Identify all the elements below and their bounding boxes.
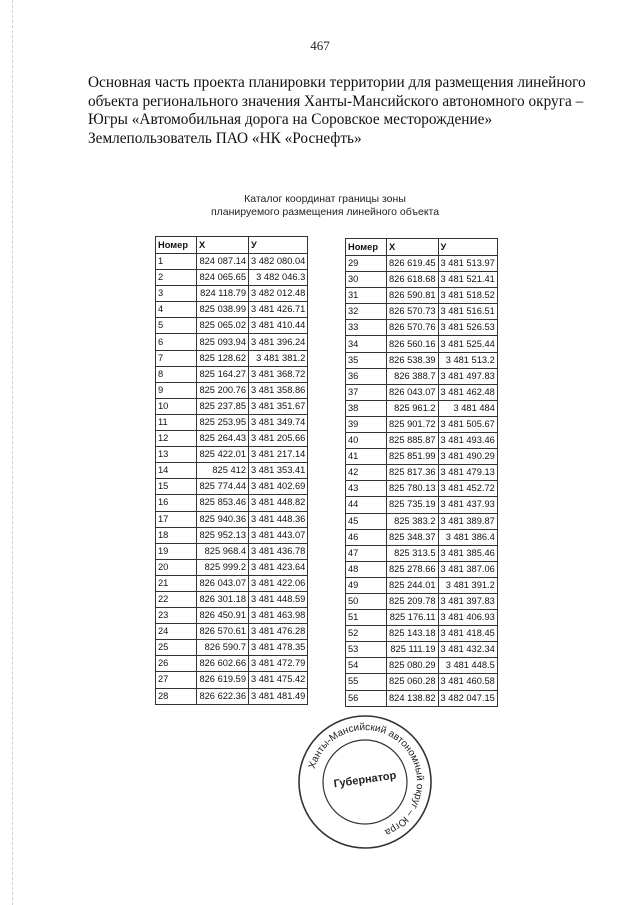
column-header-x: X bbox=[197, 237, 249, 254]
y-coordinate-cell: 3 481 513.2 bbox=[438, 352, 497, 368]
y-coordinate-cell: 3 481 391.2 bbox=[438, 577, 497, 593]
x-coordinate-cell: 825 253.95 bbox=[197, 414, 249, 430]
table-row bbox=[346, 593, 498, 609]
y-coordinate-cell: 3 481 476.28 bbox=[249, 624, 308, 640]
x-coordinate-cell: 824 087.14 bbox=[197, 254, 249, 270]
table-row bbox=[156, 318, 308, 334]
y-coordinate-cell: 3 481 526.53 bbox=[438, 320, 497, 336]
x-coordinate-cell: 825 999.2 bbox=[197, 559, 249, 575]
table-row bbox=[346, 256, 498, 272]
row-number-cell: 4 bbox=[156, 302, 197, 318]
y-coordinate-cell: 3 481 452.72 bbox=[438, 481, 497, 497]
row-number-cell: 48 bbox=[346, 561, 387, 577]
table-row bbox=[346, 352, 498, 368]
y-coordinate-cell: 3 481 418.45 bbox=[438, 626, 497, 642]
y-coordinate-cell: 3 481 521.41 bbox=[438, 272, 497, 288]
catalog-title-line: Каталог координат границы зоны bbox=[244, 193, 406, 205]
row-number-cell: 24 bbox=[156, 624, 197, 640]
x-coordinate-cell: 825 853.46 bbox=[197, 495, 249, 511]
x-coordinate-cell: 826 043.07 bbox=[197, 575, 249, 591]
row-number-cell: 28 bbox=[156, 688, 197, 704]
x-coordinate-cell: 826 301.18 bbox=[197, 591, 249, 607]
table-row bbox=[346, 674, 498, 690]
x-coordinate-cell: 825 313.5 bbox=[387, 545, 439, 561]
page-edge-line bbox=[12, 0, 13, 905]
x-coordinate-cell: 825 038.99 bbox=[197, 302, 249, 318]
table-row bbox=[346, 449, 498, 465]
row-number-cell: 8 bbox=[156, 366, 197, 382]
table-row bbox=[346, 513, 498, 529]
y-coordinate-cell: 3 481 368.72 bbox=[249, 366, 308, 382]
coordinates-table-right bbox=[345, 238, 498, 707]
table-row bbox=[156, 575, 308, 591]
table-row bbox=[156, 640, 308, 656]
row-number-cell: 56 bbox=[346, 690, 387, 706]
column-header-x: X bbox=[387, 239, 439, 256]
row-number-cell: 26 bbox=[156, 656, 197, 672]
seal-ring-text: Ханты-Мансийский автономный округ – Югра bbox=[306, 721, 426, 838]
row-number-cell: 25 bbox=[156, 640, 197, 656]
y-coordinate-cell: 3 481 516.51 bbox=[438, 304, 497, 320]
row-number-cell: 50 bbox=[346, 593, 387, 609]
row-number-cell: 14 bbox=[156, 463, 197, 479]
row-number-cell: 54 bbox=[346, 658, 387, 674]
y-coordinate-cell: 3 481 493.46 bbox=[438, 433, 497, 449]
row-number-cell: 20 bbox=[156, 559, 197, 575]
x-coordinate-cell: 825 780.13 bbox=[387, 481, 439, 497]
row-number-cell: 10 bbox=[156, 398, 197, 414]
row-number-cell: 6 bbox=[156, 334, 197, 350]
row-number-cell: 35 bbox=[346, 352, 387, 368]
table-row bbox=[156, 608, 308, 624]
x-coordinate-cell: 826 622.36 bbox=[197, 688, 249, 704]
y-coordinate-cell: 3 481 386.4 bbox=[438, 529, 497, 545]
table-row bbox=[346, 481, 498, 497]
table-row bbox=[346, 545, 498, 561]
row-number-cell: 32 bbox=[346, 304, 387, 320]
heading-line: Югры «Автомобильная дорога на Соровское месторождение» bbox=[88, 111, 493, 128]
table-row bbox=[346, 272, 498, 288]
heading-line: Основная часть проекта планировки территории для размещения линейного bbox=[88, 74, 586, 91]
x-coordinate-cell: 825 164.27 bbox=[197, 366, 249, 382]
y-coordinate-cell: 3 481 358.86 bbox=[249, 382, 308, 398]
y-coordinate-cell: 3 481 505.67 bbox=[438, 416, 497, 432]
table-row bbox=[156, 527, 308, 543]
x-coordinate-cell: 825 348.37 bbox=[387, 529, 439, 545]
y-coordinate-cell: 3 482 047.15 bbox=[438, 690, 497, 706]
y-coordinate-cell: 3 481 406.93 bbox=[438, 610, 497, 626]
row-number-cell: 29 bbox=[346, 256, 387, 272]
y-coordinate-cell: 3 481 479.13 bbox=[438, 465, 497, 481]
table-row bbox=[346, 642, 498, 658]
row-number-cell: 41 bbox=[346, 449, 387, 465]
y-coordinate-cell: 3 481 381.2 bbox=[249, 350, 308, 366]
catalog-title bbox=[150, 193, 500, 219]
x-coordinate-cell: 825 383.2 bbox=[387, 513, 439, 529]
y-coordinate-cell: 3 481 525.44 bbox=[438, 336, 497, 352]
table-row bbox=[156, 479, 308, 495]
row-number-cell: 11 bbox=[156, 414, 197, 430]
x-coordinate-cell: 825 901.72 bbox=[387, 416, 439, 432]
heading-line: объекта регионального значения Ханты-Мансийского автономного округа – bbox=[88, 92, 584, 110]
y-coordinate-cell: 3 481 389.87 bbox=[438, 513, 497, 529]
column-header-y: У bbox=[249, 237, 308, 254]
x-coordinate-cell: 825 422.01 bbox=[197, 447, 249, 463]
table-row bbox=[346, 577, 498, 593]
column-header-y: У bbox=[438, 239, 497, 256]
column-header-number: Номер bbox=[346, 239, 387, 256]
row-number-cell: 46 bbox=[346, 529, 387, 545]
table-row bbox=[346, 368, 498, 384]
x-coordinate-cell: 825 093.94 bbox=[197, 334, 249, 350]
table-row bbox=[346, 288, 498, 304]
table-row bbox=[156, 688, 308, 704]
y-coordinate-cell: 3 481 497.83 bbox=[438, 368, 497, 384]
x-coordinate-cell: 825 244.01 bbox=[387, 577, 439, 593]
y-coordinate-cell: 3 481 475.42 bbox=[249, 672, 308, 688]
table-row bbox=[156, 366, 308, 382]
x-coordinate-cell: 826 450.91 bbox=[197, 608, 249, 624]
row-number-cell: 49 bbox=[346, 577, 387, 593]
x-coordinate-cell: 825 128.62 bbox=[197, 350, 249, 366]
table-row bbox=[346, 465, 498, 481]
row-number-cell: 19 bbox=[156, 543, 197, 559]
x-coordinate-cell: 825 143.18 bbox=[387, 626, 439, 642]
y-coordinate-cell: 3 482 046.3 bbox=[249, 270, 308, 286]
table-row bbox=[156, 286, 308, 302]
page-number: 467 bbox=[310, 38, 330, 53]
table-row bbox=[346, 336, 498, 352]
y-coordinate-cell: 3 481 460.58 bbox=[438, 674, 497, 690]
y-coordinate-cell: 3 481 396.24 bbox=[249, 334, 308, 350]
x-coordinate-cell: 824 065.65 bbox=[197, 270, 249, 286]
x-coordinate-cell: 826 602.66 bbox=[197, 656, 249, 672]
row-number-cell: 12 bbox=[156, 431, 197, 447]
table-row bbox=[346, 658, 498, 674]
x-coordinate-cell: 825 885.87 bbox=[387, 433, 439, 449]
table-header-row bbox=[346, 239, 498, 256]
y-coordinate-cell: 3 481 518.52 bbox=[438, 288, 497, 304]
table-row bbox=[346, 690, 498, 706]
table-row bbox=[156, 431, 308, 447]
x-coordinate-cell: 825 412 bbox=[197, 463, 249, 479]
y-coordinate-cell: 3 481 353.41 bbox=[249, 463, 308, 479]
y-coordinate-cell: 3 481 484 bbox=[438, 400, 497, 416]
table-row bbox=[346, 529, 498, 545]
x-coordinate-cell: 825 111.19 bbox=[387, 642, 439, 658]
table-row bbox=[346, 626, 498, 642]
x-coordinate-cell: 826 538.39 bbox=[387, 352, 439, 368]
table-row bbox=[346, 304, 498, 320]
x-coordinate-cell: 824 118.79 bbox=[197, 286, 249, 302]
catalog-title-line: планируемого размещения линейного объекта bbox=[210, 206, 440, 218]
y-coordinate-cell: 3 481 351.67 bbox=[249, 398, 308, 414]
y-coordinate-cell: 3 481 423.64 bbox=[249, 559, 308, 575]
x-coordinate-cell: 826 560.16 bbox=[387, 336, 439, 352]
table-row bbox=[346, 433, 498, 449]
x-coordinate-cell: 825 968.4 bbox=[197, 543, 249, 559]
coordinates-table-left bbox=[155, 236, 308, 705]
table-row bbox=[156, 414, 308, 430]
y-coordinate-cell: 3 481 490.29 bbox=[438, 449, 497, 465]
y-coordinate-cell: 3 481 385.46 bbox=[438, 545, 497, 561]
table-row bbox=[156, 254, 308, 270]
row-number-cell: 47 bbox=[346, 545, 387, 561]
row-number-cell: 43 bbox=[346, 481, 387, 497]
heading-line: Землепользователь ПАО «НК «Роснефть» bbox=[88, 129, 362, 147]
row-number-cell: 18 bbox=[156, 527, 197, 543]
y-coordinate-cell: 3 481 481.49 bbox=[249, 688, 308, 704]
table-row bbox=[156, 624, 308, 640]
row-number-cell: 21 bbox=[156, 575, 197, 591]
row-number-cell: 53 bbox=[346, 642, 387, 658]
y-coordinate-cell: 3 481 205.66 bbox=[249, 431, 308, 447]
x-coordinate-cell: 825 080.29 bbox=[387, 658, 439, 674]
row-number-cell: 52 bbox=[346, 626, 387, 642]
x-coordinate-cell: 826 570.76 bbox=[387, 320, 439, 336]
y-coordinate-cell: 3 481 402.69 bbox=[249, 479, 308, 495]
y-coordinate-cell: 3 481 448.5 bbox=[438, 658, 497, 674]
row-number-cell: 44 bbox=[346, 497, 387, 513]
x-coordinate-cell: 826 043.07 bbox=[387, 384, 439, 400]
table-row bbox=[346, 384, 498, 400]
y-coordinate-cell: 3 481 422.06 bbox=[249, 575, 308, 591]
row-number-cell: 51 bbox=[346, 610, 387, 626]
y-coordinate-cell: 3 481 432.34 bbox=[438, 642, 497, 658]
row-number-cell: 5 bbox=[156, 318, 197, 334]
x-coordinate-cell: 825 200.76 bbox=[197, 382, 249, 398]
table-row bbox=[346, 400, 498, 416]
x-coordinate-cell: 825 774.44 bbox=[197, 479, 249, 495]
x-coordinate-cell: 826 590.7 bbox=[197, 640, 249, 656]
x-coordinate-cell: 826 570.73 bbox=[387, 304, 439, 320]
row-number-cell: 9 bbox=[156, 382, 197, 398]
x-coordinate-cell: 825 851.99 bbox=[387, 449, 439, 465]
row-number-cell: 16 bbox=[156, 495, 197, 511]
row-number-cell: 27 bbox=[156, 672, 197, 688]
y-coordinate-cell: 3 481 513.97 bbox=[438, 256, 497, 272]
row-number-cell: 36 bbox=[346, 368, 387, 384]
table-row bbox=[156, 302, 308, 318]
table-row bbox=[156, 543, 308, 559]
x-coordinate-cell: 824 138.82 bbox=[387, 690, 439, 706]
y-coordinate-cell: 3 481 349.74 bbox=[249, 414, 308, 430]
table-row bbox=[156, 398, 308, 414]
table-row bbox=[156, 511, 308, 527]
table-row bbox=[156, 656, 308, 672]
table-row bbox=[346, 320, 498, 336]
y-coordinate-cell: 3 481 397.83 bbox=[438, 593, 497, 609]
table-row bbox=[156, 559, 308, 575]
row-number-cell: 45 bbox=[346, 513, 387, 529]
table-row bbox=[156, 463, 308, 479]
row-number-cell: 23 bbox=[156, 608, 197, 624]
x-coordinate-cell: 825 952.13 bbox=[197, 527, 249, 543]
row-number-cell: 34 bbox=[346, 336, 387, 352]
row-number-cell: 1 bbox=[156, 254, 197, 270]
x-coordinate-cell: 826 590.81 bbox=[387, 288, 439, 304]
x-coordinate-cell: 825 264.43 bbox=[197, 431, 249, 447]
x-coordinate-cell: 825 817.36 bbox=[387, 465, 439, 481]
x-coordinate-cell: 825 278.66 bbox=[387, 561, 439, 577]
table-row bbox=[156, 270, 308, 286]
x-coordinate-cell: 825 060.28 bbox=[387, 674, 439, 690]
y-coordinate-cell: 3 481 443.07 bbox=[249, 527, 308, 543]
x-coordinate-cell: 826 619.59 bbox=[197, 672, 249, 688]
row-number-cell: 2 bbox=[156, 270, 197, 286]
y-coordinate-cell: 3 481 448.36 bbox=[249, 511, 308, 527]
x-coordinate-cell: 826 618.68 bbox=[387, 272, 439, 288]
y-coordinate-cell: 3 482 080.04 bbox=[249, 254, 308, 270]
row-number-cell: 3 bbox=[156, 286, 197, 302]
row-number-cell: 15 bbox=[156, 479, 197, 495]
y-coordinate-cell: 3 482 012.48 bbox=[249, 286, 308, 302]
document-heading bbox=[88, 74, 608, 148]
seal-center-label: Губернатор bbox=[332, 769, 398, 791]
row-number-cell: 40 bbox=[346, 433, 387, 449]
x-coordinate-cell: 825 209.78 bbox=[387, 593, 439, 609]
row-number-cell: 17 bbox=[156, 511, 197, 527]
governor-seal bbox=[295, 712, 435, 852]
row-number-cell: 7 bbox=[156, 350, 197, 366]
table-row bbox=[156, 591, 308, 607]
x-coordinate-cell: 826 619.45 bbox=[387, 256, 439, 272]
y-coordinate-cell: 3 481 463.98 bbox=[249, 608, 308, 624]
row-number-cell: 33 bbox=[346, 320, 387, 336]
column-header-number: Номер bbox=[156, 237, 197, 254]
x-coordinate-cell: 825 065.02 bbox=[197, 318, 249, 334]
y-coordinate-cell: 3 481 448.59 bbox=[249, 591, 308, 607]
y-coordinate-cell: 3 481 437.93 bbox=[438, 497, 497, 513]
x-coordinate-cell: 825 961.2 bbox=[387, 400, 439, 416]
table-row bbox=[156, 350, 308, 366]
table-row bbox=[156, 495, 308, 511]
y-coordinate-cell: 3 481 217.14 bbox=[249, 447, 308, 463]
y-coordinate-cell: 3 481 448.82 bbox=[249, 495, 308, 511]
x-coordinate-cell: 825 940.36 bbox=[197, 511, 249, 527]
row-number-cell: 13 bbox=[156, 447, 197, 463]
y-coordinate-cell: 3 481 387.06 bbox=[438, 561, 497, 577]
table-row bbox=[156, 382, 308, 398]
row-number-cell: 37 bbox=[346, 384, 387, 400]
table-row bbox=[346, 497, 498, 513]
table-row bbox=[346, 416, 498, 432]
y-coordinate-cell: 3 481 436.78 bbox=[249, 543, 308, 559]
table-row bbox=[346, 561, 498, 577]
y-coordinate-cell: 3 481 410.44 bbox=[249, 318, 308, 334]
y-coordinate-cell: 3 481 478.35 bbox=[249, 640, 308, 656]
row-number-cell: 42 bbox=[346, 465, 387, 481]
row-number-cell: 55 bbox=[346, 674, 387, 690]
y-coordinate-cell: 3 481 462.48 bbox=[438, 384, 497, 400]
row-number-cell: 31 bbox=[346, 288, 387, 304]
x-coordinate-cell: 825 735.19 bbox=[387, 497, 439, 513]
row-number-cell: 22 bbox=[156, 591, 197, 607]
table-header-row bbox=[156, 237, 308, 254]
x-coordinate-cell: 826 388.7 bbox=[387, 368, 439, 384]
table-row bbox=[156, 672, 308, 688]
row-number-cell: 38 bbox=[346, 400, 387, 416]
y-coordinate-cell: 3 481 426.71 bbox=[249, 302, 308, 318]
row-number-cell: 30 bbox=[346, 272, 387, 288]
x-coordinate-cell: 825 237.85 bbox=[197, 398, 249, 414]
table-row bbox=[156, 334, 308, 350]
y-coordinate-cell: 3 481 472.79 bbox=[249, 656, 308, 672]
x-coordinate-cell: 826 570.61 bbox=[197, 624, 249, 640]
table-row bbox=[346, 610, 498, 626]
x-coordinate-cell: 825 176.11 bbox=[387, 610, 439, 626]
table-row bbox=[156, 447, 308, 463]
row-number-cell: 39 bbox=[346, 416, 387, 432]
